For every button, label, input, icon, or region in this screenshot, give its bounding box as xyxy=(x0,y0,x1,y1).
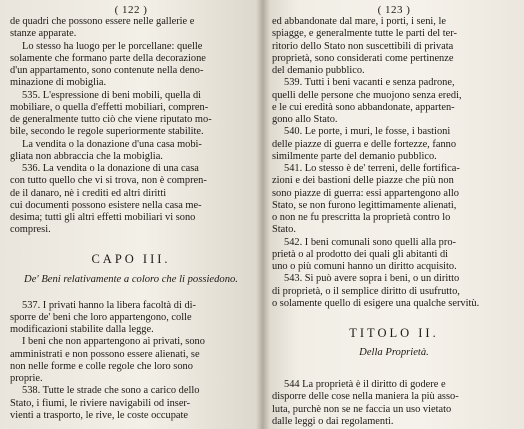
text-line: modificazioni stabilite dalla legge. xyxy=(10,324,154,335)
title-heading: TITOLO II. xyxy=(349,326,439,340)
article-538 xyxy=(10,385,252,422)
paragraph-continuation xyxy=(272,16,516,77)
text-line: 544 La proprietà è il diritto di godere e xyxy=(284,379,446,390)
text-line: spiagge, e generalmente tutte le parti del ter- xyxy=(272,28,458,40)
text-line: o non ne fu prescritta la proprietà contro lo xyxy=(272,212,451,223)
text-line: similmente parte del demanio pubblico. xyxy=(272,150,437,162)
chapter-title: CAPO III. xyxy=(91,251,171,266)
paragraph-vendita xyxy=(10,139,252,164)
text-line: desima; tutti gli altri effetti mobiliari vi sono xyxy=(10,212,196,223)
article-543 xyxy=(272,273,516,310)
text-line: Stato. xyxy=(272,224,296,236)
article-539 xyxy=(272,77,516,126)
text-line: gono allo Stato. xyxy=(272,114,338,125)
text-line: compresi. xyxy=(10,224,51,236)
text-line: delle piazze di guerra e delle fortezze, fanno xyxy=(272,138,457,150)
text-line: Stato, i fiumi, le riviere navigabili od inser- xyxy=(10,397,191,409)
title-subheading: Della Proprietà. xyxy=(359,347,429,358)
text-line: mobiliare, o quella d'effetti mobiliari, compren- xyxy=(10,101,209,113)
text-line: 537. I privati hanno la libera facoltà di di- xyxy=(22,299,196,311)
text-line: sono piazze di guerra: essi appartengono allo xyxy=(272,187,459,199)
text-line: 542. I beni comunali sono quelli alla pro- xyxy=(284,236,456,248)
text-line: de quadri che possono essere nelle gallerie e xyxy=(10,16,195,27)
text-line: I beni che non appartengono ai privati, sono xyxy=(22,336,205,348)
text-line: del demanio pubblico. xyxy=(272,65,365,76)
text-line: minazione di mobiglia. xyxy=(10,77,107,89)
text-line: ritorio dello Stato non suscettibili di privata xyxy=(272,40,454,52)
article-541 xyxy=(272,163,516,237)
text-line: proprie. xyxy=(10,373,43,384)
text-line: con tutto quello che vi si trova, non è compren- xyxy=(10,175,207,187)
text-line: quelli delle persone che muojono senza eredi, xyxy=(272,89,462,101)
text-line: e le cui eredità sono abbandonate, apparten- xyxy=(272,101,455,113)
text-line: 535. L'espressione di beni mobili, quella di xyxy=(22,89,202,101)
text-line: uno o più comuni hanno un diritto acquisito. xyxy=(272,261,457,272)
chapter-subtitle: De' Beni relativamente a coloro che li possiedono. xyxy=(24,273,238,285)
right-page xyxy=(262,0,524,429)
left-page-number: ( 122 ) xyxy=(114,4,148,16)
text-line: 536. La vendita o la donazione di una casa xyxy=(22,163,199,174)
text-line: disporre delle cose nella maniera la più asso- xyxy=(272,391,459,403)
text-line: 539. Tutti i beni vacanti e senza padrone, xyxy=(284,77,455,89)
text-line: La vendita o la donazione d'una casa mobi- xyxy=(22,138,202,150)
text-line: 543. Si può avere sopra i beni, o un diritto xyxy=(284,273,460,285)
text-line: cui documenti possono esistere nella casa me- xyxy=(10,199,202,211)
text-line: dalle leggi o dai regolamenti. xyxy=(272,415,394,427)
text-line: de generalmente tutto ciò che viene riputato mo- xyxy=(10,114,212,125)
article-536 xyxy=(10,163,252,237)
text-line: solamente che formano parte della decorazione xyxy=(10,52,206,64)
text-line: Lo stesso ha luogo per le porcellane: quelle xyxy=(22,40,203,52)
article-535 xyxy=(10,90,252,139)
text-line: ed abbandonate dal mare, i porti, i seni, le xyxy=(272,16,446,27)
text-line: 538. Tutte le strade che sono a carico dello xyxy=(22,385,200,397)
text-line: 541. Lo stesso è de' terreni, delle fortifica- xyxy=(284,163,460,174)
paragraph-porcellane xyxy=(10,41,252,90)
text-line: proprietà, sono considerati come pertinenze xyxy=(272,52,454,64)
text-line: di proprietà, o il semplice diritto di usufrutto, xyxy=(272,285,460,297)
text-line: gliata non abbraccia che la mobiglia. xyxy=(10,150,163,162)
text-line: vienti a trasporto, le rive, le coste occupate xyxy=(10,409,189,421)
text-line: amministrati e non possono essere alienati, se xyxy=(10,348,200,360)
text-line: de il danaro, nè i crediti ed altri diritti xyxy=(10,187,167,199)
text-line: luta, purchè non se ne faccia un uso vietato xyxy=(272,403,452,415)
paragraph-beni xyxy=(10,336,252,385)
text-line: sporre de' beni che loro appartengono, colle xyxy=(10,311,192,323)
text-line: Stato, se non furono legittimamente alienati, xyxy=(272,199,457,211)
text-line: bile, secondo le regole superiormente stabilite. xyxy=(10,126,204,138)
text-line: stanze apparate. xyxy=(10,28,77,40)
article-544 xyxy=(272,379,516,428)
text-line: o solamente quello di esigere una qualche servitù. xyxy=(272,297,480,309)
text-line: d'un appartamento, sono contenute nella deno- xyxy=(10,65,204,76)
right-page-number: ( 123 ) xyxy=(377,4,411,16)
text-line: zioni e dei bastioni delle piazze che più non xyxy=(272,175,454,187)
text-line: prietà o al prodotto dei quali gli abitanti di xyxy=(272,248,449,260)
text-line: non nelle forme e colle regole che loro sono xyxy=(10,360,193,372)
article-542 xyxy=(272,237,516,274)
paragraph-top xyxy=(10,16,252,41)
text-line: 540. Le porte, i muri, le fosse, i bastioni xyxy=(284,126,451,138)
article-537 xyxy=(10,300,252,337)
article-540 xyxy=(272,126,516,163)
